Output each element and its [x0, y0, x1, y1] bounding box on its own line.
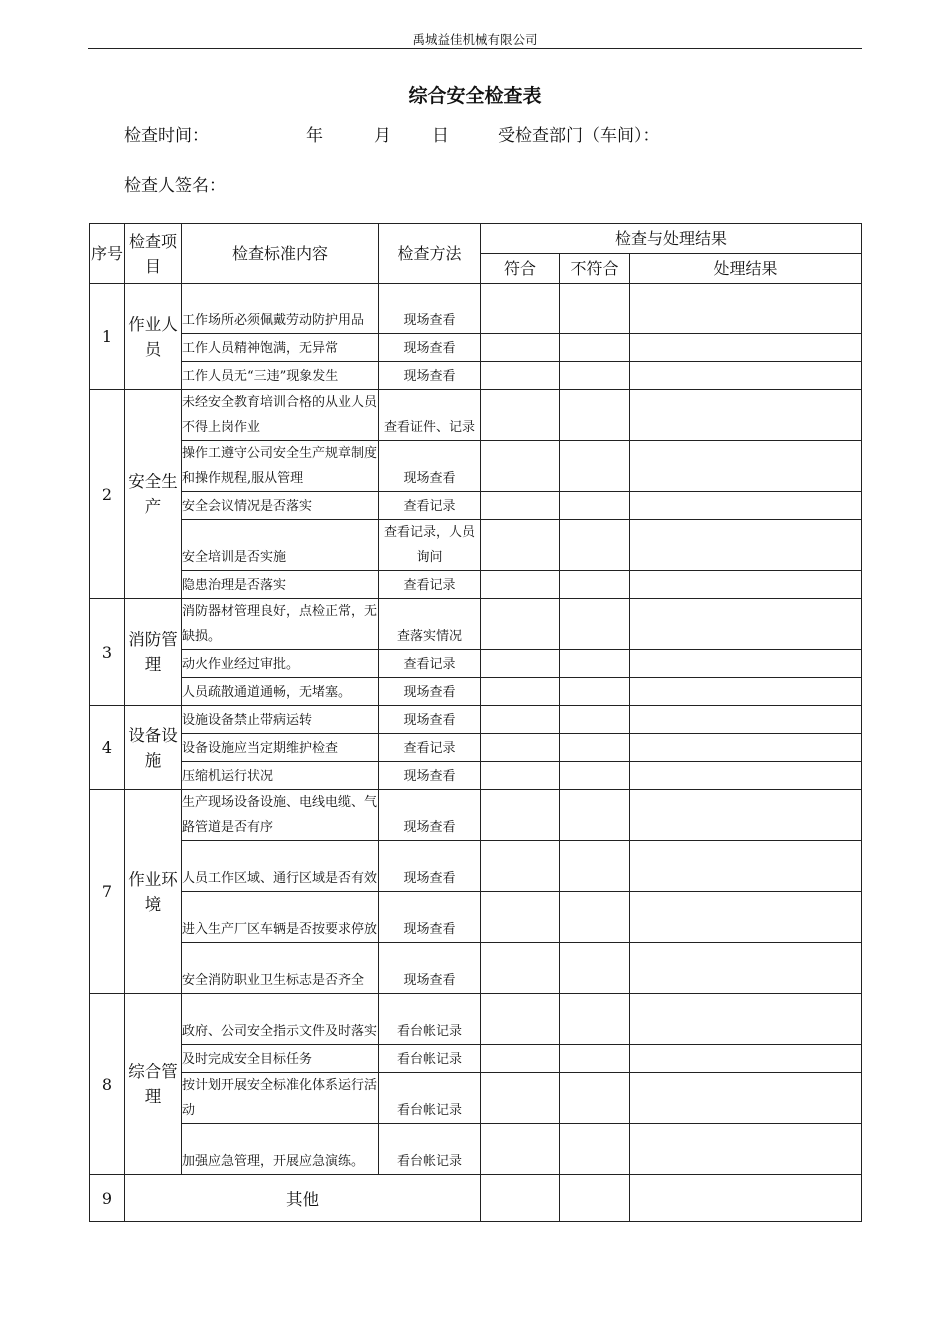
handling-cell[interactable]	[630, 943, 862, 994]
standard-cell: 人员疏散通道通畅，无堵塞。	[182, 678, 379, 706]
row-number: 3	[90, 599, 125, 706]
header-rule	[88, 48, 862, 49]
row-category: 综合管理	[125, 994, 182, 1175]
handling-cell[interactable]	[630, 334, 862, 362]
nonconform-cell[interactable]	[560, 841, 630, 892]
nonconform-cell[interactable]	[560, 334, 630, 362]
row-category: 设备设施	[125, 706, 182, 790]
method-cell: 现场查看	[379, 706, 481, 734]
method-cell: 看台帐记录	[379, 1045, 481, 1073]
nonconform-cell[interactable]	[560, 441, 630, 492]
inspection-table	[89, 223, 862, 1222]
header-method: 检查方法	[379, 224, 481, 284]
conform-cell[interactable]	[481, 994, 560, 1045]
document-title: 综合安全检查表	[408, 85, 542, 107]
method-cell: 现场查看	[379, 678, 481, 706]
handling-cell[interactable]	[630, 706, 862, 734]
conform-cell[interactable]	[481, 650, 560, 678]
header-conform: 符合	[481, 254, 560, 284]
table-row	[90, 334, 862, 362]
nonconform-cell[interactable]	[560, 1045, 630, 1073]
other-label: 其他	[125, 1175, 481, 1222]
month-label: 月	[374, 126, 391, 146]
standard-cell: 生产现场设备设施、电线电缆、气路管道是否有序	[182, 790, 379, 841]
conform-cell[interactable]	[481, 678, 560, 706]
method-cell: 查看记录	[379, 492, 481, 520]
year-label: 年	[306, 126, 323, 146]
method-cell: 现场查看	[379, 892, 481, 943]
nonconform-cell[interactable]	[560, 650, 630, 678]
table-row	[90, 734, 862, 762]
table-row	[90, 994, 862, 1045]
nonconform-cell[interactable]	[560, 706, 630, 734]
row-category: 安全生产	[125, 390, 182, 599]
handling-cell[interactable]	[630, 678, 862, 706]
nonconform-cell[interactable]	[560, 734, 630, 762]
method-cell: 查看记录，人员询问	[379, 520, 481, 571]
row-number: 4	[90, 706, 125, 790]
method-cell: 查看记录	[379, 571, 481, 599]
nonconform-cell[interactable]	[560, 571, 630, 599]
table-row	[90, 1073, 862, 1124]
table-row	[90, 650, 862, 678]
department-label: 受检查部门（车间）：	[498, 126, 660, 146]
handling-cell[interactable]	[630, 599, 862, 650]
standard-cell: 消防器材管理良好，点检正常，无缺损。	[182, 599, 379, 650]
method-cell: 现场查看	[379, 790, 481, 841]
standard-cell: 安全培训是否实施	[182, 520, 379, 571]
method-cell: 现场查看	[379, 841, 481, 892]
row-category: 作业环境	[125, 790, 182, 994]
header-nonconform: 不符合	[560, 254, 630, 284]
handling-cell[interactable]	[630, 650, 862, 678]
standard-cell: 未经安全教育培训合格的从业人员不得上岗作业	[182, 390, 379, 441]
table-row	[90, 892, 862, 943]
standard-cell: 及时完成安全目标任务	[182, 1045, 379, 1073]
conform-cell[interactable]	[481, 1124, 560, 1175]
day-label: 日	[432, 126, 449, 146]
method-cell: 现场查看	[379, 284, 481, 334]
table-row	[90, 362, 862, 390]
table-row	[90, 1045, 862, 1073]
standard-cell: 人员工作区域、通行区域是否有效	[182, 841, 379, 892]
handling-cell[interactable]	[630, 390, 862, 441]
conform-cell[interactable]	[481, 1073, 560, 1124]
conform-cell[interactable]	[481, 334, 560, 362]
handling-cell[interactable]	[630, 520, 862, 571]
header-handling: 处理结果	[630, 254, 862, 284]
standard-cell: 工作场所必须佩戴劳动防护用品	[182, 284, 379, 334]
conform-cell[interactable]	[481, 943, 560, 994]
nonconform-cell[interactable]	[560, 284, 630, 334]
nonconform-cell[interactable]	[560, 599, 630, 650]
row-number: 1	[90, 284, 125, 390]
conform-cell[interactable]	[481, 284, 560, 334]
conform-cell[interactable]	[481, 492, 560, 520]
row-number: 9	[90, 1175, 125, 1222]
row-number: 7	[90, 790, 125, 994]
method-cell: 现场查看	[379, 943, 481, 994]
nonconform-cell[interactable]	[560, 362, 630, 390]
standard-cell: 隐患治理是否落实	[182, 571, 379, 599]
nonconform-cell[interactable]	[560, 994, 630, 1045]
standard-cell: 动火作业经过审批。	[182, 650, 379, 678]
table-row	[90, 492, 862, 520]
handling-cell[interactable]	[630, 1073, 862, 1124]
handling-cell[interactable]	[630, 892, 862, 943]
method-cell: 查落实情况	[379, 599, 481, 650]
handling-cell[interactable]	[630, 994, 862, 1045]
conform-cell[interactable]	[481, 599, 560, 650]
table-row	[90, 390, 862, 441]
nonconform-cell[interactable]	[560, 762, 630, 790]
handling-cell[interactable]	[630, 362, 862, 390]
conform-cell[interactable]	[481, 706, 560, 734]
handling-cell[interactable]	[630, 1175, 862, 1222]
handling-cell[interactable]	[630, 762, 862, 790]
standard-cell: 加强应急管理，开展应急演练。	[182, 1124, 379, 1175]
standard-cell: 安全消防职业卫生标志是否齐全	[182, 943, 379, 994]
conform-cell[interactable]	[481, 841, 560, 892]
standard-cell: 政府、公司安全指示文件及时落实	[182, 994, 379, 1045]
nonconform-cell[interactable]	[560, 943, 630, 994]
standard-cell: 工作人员无“三违”现象发生	[182, 362, 379, 390]
standard-cell: 操作工遵守公司安全生产规章制度和操作规程,服从管理	[182, 441, 379, 492]
nonconform-cell[interactable]	[560, 892, 630, 943]
table-row	[90, 841, 862, 892]
standard-cell: 设施设备禁止带病运转	[182, 706, 379, 734]
conform-cell[interactable]	[481, 441, 560, 492]
nonconform-cell[interactable]	[560, 520, 630, 571]
conform-cell[interactable]	[481, 390, 560, 441]
table-row	[90, 943, 862, 994]
row-number: 8	[90, 994, 125, 1175]
conform-cell[interactable]	[481, 1045, 560, 1073]
inspector-signature-label: 检查人签名：	[124, 176, 226, 196]
table-row	[90, 706, 862, 734]
method-cell: 看台帐记录	[379, 1124, 481, 1175]
header-item: 检查项目	[125, 224, 182, 284]
method-cell: 查看记录	[379, 734, 481, 762]
conform-cell[interactable]	[481, 571, 560, 599]
handling-cell[interactable]	[630, 492, 862, 520]
handling-cell[interactable]	[630, 841, 862, 892]
method-cell: 现场查看	[379, 362, 481, 390]
table-row	[90, 790, 862, 841]
nonconform-cell[interactable]	[560, 1073, 630, 1124]
row-category: 作业人员	[125, 284, 182, 390]
table-row	[90, 1124, 862, 1175]
row-category: 消防管理	[125, 599, 182, 706]
nonconform-cell[interactable]	[560, 492, 630, 520]
conform-cell[interactable]	[481, 362, 560, 390]
table-row	[90, 520, 862, 571]
nonconform-cell[interactable]	[560, 678, 630, 706]
check-time-label: 检查时间：	[124, 126, 209, 146]
nonconform-cell[interactable]	[560, 790, 630, 841]
header-seq: 序号	[90, 224, 125, 284]
method-cell: 现场查看	[379, 762, 481, 790]
conform-cell[interactable]	[481, 790, 560, 841]
company-header: 禹城益佳机械有限公司	[412, 32, 538, 47]
method-cell: 看台帐记录	[379, 994, 481, 1045]
handling-cell[interactable]	[630, 284, 862, 334]
table-row	[90, 571, 862, 599]
handling-cell[interactable]	[630, 1045, 862, 1073]
handling-cell[interactable]	[630, 734, 862, 762]
table-row	[90, 441, 862, 492]
method-cell: 看台帐记录	[379, 1073, 481, 1124]
table-row	[90, 678, 862, 706]
standard-cell: 安全会议情况是否落实	[182, 492, 379, 520]
table-row-other	[90, 1175, 862, 1222]
nonconform-cell[interactable]	[560, 390, 630, 441]
table-row	[90, 284, 862, 334]
nonconform-cell[interactable]	[560, 1175, 630, 1222]
row-number: 2	[90, 390, 125, 599]
method-cell: 现场查看	[379, 441, 481, 492]
handling-cell[interactable]	[630, 1124, 862, 1175]
table-row	[90, 599, 862, 650]
standard-cell: 进入生产厂区车辆是否按要求停放	[182, 892, 379, 943]
handling-cell[interactable]	[630, 571, 862, 599]
handling-cell[interactable]	[630, 441, 862, 492]
header-result-group: 检查与处理结果	[481, 224, 862, 254]
conform-cell[interactable]	[481, 734, 560, 762]
standard-cell: 设备设施应当定期维护检查	[182, 734, 379, 762]
header-standard: 检查标准内容	[182, 224, 379, 284]
method-cell: 查看记录	[379, 650, 481, 678]
conform-cell[interactable]	[481, 892, 560, 943]
conform-cell[interactable]	[481, 520, 560, 571]
nonconform-cell[interactable]	[560, 1124, 630, 1175]
handling-cell[interactable]	[630, 790, 862, 841]
table-row	[90, 762, 862, 790]
method-cell: 现场查看	[379, 334, 481, 362]
method-cell: 查看证件、记录	[379, 390, 481, 441]
standard-cell: 按计划开展安全标准化体系运行活动	[182, 1073, 379, 1124]
standard-cell: 压缩机运行状况	[182, 762, 379, 790]
conform-cell[interactable]	[481, 762, 560, 790]
conform-cell[interactable]	[481, 1175, 560, 1222]
standard-cell: 工作人员精神饱满，无异常	[182, 334, 379, 362]
